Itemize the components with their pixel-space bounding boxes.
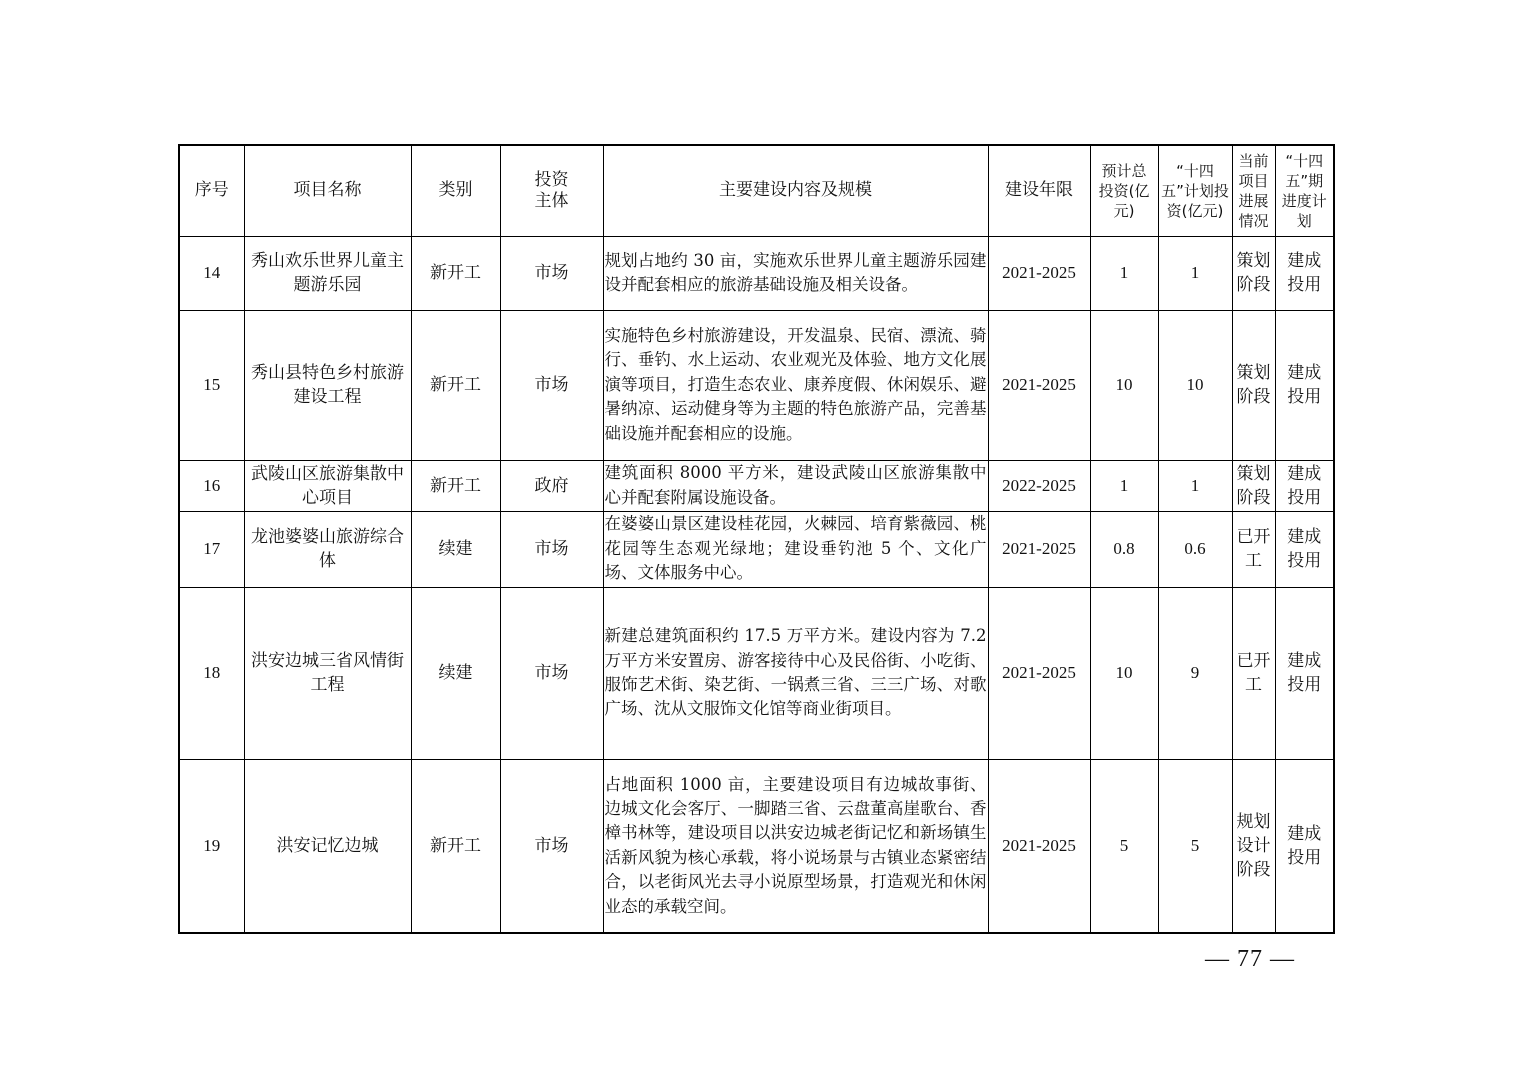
cell-period: 2021-2025 bbox=[988, 587, 1090, 759]
cell-period: 2021-2025 bbox=[988, 511, 1090, 587]
cell-investor: 市场 bbox=[500, 310, 603, 460]
header-investor bbox=[500, 145, 603, 236]
table-row bbox=[179, 460, 1334, 511]
header-plan-investment-text: “十四五”计划投资(亿元) bbox=[1161, 161, 1229, 220]
cell-status: 策划阶段 bbox=[1232, 310, 1275, 460]
cell-content: 在婆婆山景区建设桂花园，火棘园、培育紫薇园、桃花园等生态观光绿地；建设垂钓池 5 个、文化广场、文体服务中心。 bbox=[603, 511, 988, 587]
cell-category: 新开工 bbox=[411, 236, 500, 310]
cell-total: 5 bbox=[1090, 759, 1158, 933]
table-row bbox=[179, 236, 1334, 310]
cell-name bbox=[244, 236, 411, 310]
cell-plan: 0.6 bbox=[1158, 511, 1232, 587]
cell-plan: 5 bbox=[1158, 759, 1232, 933]
cell-progress-text: 建成投用 bbox=[1287, 251, 1322, 295]
cell-name-text: 洪安记忆边城 bbox=[276, 835, 379, 856]
cell-seq: 14 bbox=[179, 236, 244, 310]
cell-status: 规划设计阶段 bbox=[1232, 759, 1275, 933]
header-investor-text: 投资主体 bbox=[534, 169, 569, 211]
cell-seq: 17 bbox=[179, 511, 244, 587]
header-status bbox=[1232, 145, 1275, 236]
header-progress-plan bbox=[1275, 145, 1334, 236]
cell-name bbox=[244, 759, 411, 933]
table-header-row bbox=[179, 145, 1334, 236]
header-period: 建设年限 bbox=[988, 145, 1090, 236]
cell-investor: 市场 bbox=[500, 236, 603, 310]
project-table bbox=[178, 144, 1335, 934]
table-row bbox=[179, 759, 1334, 933]
header-name: 项目名称 bbox=[244, 145, 411, 236]
cell-progress bbox=[1275, 587, 1334, 759]
cell-investor: 市场 bbox=[500, 511, 603, 587]
cell-plan: 10 bbox=[1158, 310, 1232, 460]
cell-seq: 15 bbox=[179, 310, 244, 460]
cell-name bbox=[244, 587, 411, 759]
cell-progress-text: 建成投用 bbox=[1287, 363, 1322, 407]
cell-total: 1 bbox=[1090, 236, 1158, 310]
header-total-investment bbox=[1090, 145, 1158, 236]
cell-plan: 9 bbox=[1158, 587, 1232, 759]
page-number: — 77 — bbox=[1205, 946, 1295, 972]
cell-content: 建筑面积 8000 平方米，建设武陵山区旅游集散中心并配套附属设施设备。 bbox=[603, 460, 988, 511]
cell-name bbox=[244, 310, 411, 460]
header-content: 主要建设内容及规模 bbox=[603, 145, 988, 236]
table-row bbox=[179, 511, 1334, 587]
cell-total: 10 bbox=[1090, 310, 1158, 460]
cell-progress bbox=[1275, 310, 1334, 460]
cell-status: 策划阶段 bbox=[1232, 460, 1275, 511]
cell-progress bbox=[1275, 460, 1334, 511]
cell-period: 2021-2025 bbox=[988, 759, 1090, 933]
cell-progress-text: 建成投用 bbox=[1287, 463, 1322, 508]
cell-seq: 19 bbox=[179, 759, 244, 933]
cell-investor: 市场 bbox=[500, 759, 603, 933]
cell-period: 2021-2025 bbox=[988, 310, 1090, 460]
cell-progress bbox=[1275, 511, 1334, 587]
cell-seq: 18 bbox=[179, 587, 244, 759]
cell-name-text: 洪安边城三省风情街工程 bbox=[251, 651, 404, 695]
cell-content: 规划占地约 30 亩，实施欢乐世界儿童主题游乐园建设并配套相应的旅游基础设施及相关设备。 bbox=[603, 236, 988, 310]
cell-period: 2022-2025 bbox=[988, 460, 1090, 511]
header-plan-investment bbox=[1158, 145, 1232, 236]
cell-progress-text: 建成投用 bbox=[1287, 823, 1322, 868]
table-row bbox=[179, 310, 1334, 460]
cell-progress-text: 建成投用 bbox=[1287, 651, 1322, 695]
cell-category: 新开工 bbox=[411, 460, 500, 511]
cell-content: 新建总建筑面积约 17.5 万平方米。建设内容为 7.2 万平方米安置房、游客接待中心及民俗街、小吃街、服饰艺术街、染艺街、一锅煮三省、三三广场、对歌广场、沈从文服饰文化馆等商业街项目。 bbox=[603, 587, 988, 759]
cell-plan: 1 bbox=[1158, 236, 1232, 310]
cell-category: 新开工 bbox=[411, 310, 500, 460]
cell-category: 新开工 bbox=[411, 759, 500, 933]
cell-name-text: 龙池婆婆山旅游综合体 bbox=[251, 527, 404, 571]
cell-investor: 市场 bbox=[500, 587, 603, 759]
cell-total: 0.8 bbox=[1090, 511, 1158, 587]
cell-name bbox=[244, 511, 411, 587]
cell-total: 10 bbox=[1090, 587, 1158, 759]
cell-investor: 政府 bbox=[500, 460, 603, 511]
cell-status: 策划阶段 bbox=[1232, 236, 1275, 310]
cell-plan: 1 bbox=[1158, 460, 1232, 511]
cell-seq: 16 bbox=[179, 460, 244, 511]
cell-name-text: 武陵山区旅游集散中心项目 bbox=[251, 463, 404, 508]
cell-total: 1 bbox=[1090, 460, 1158, 511]
header-seq: 序号 bbox=[179, 145, 244, 236]
project-table-container bbox=[178, 144, 1335, 934]
cell-name-text: 秀山欢乐世界儿童主题游乐园 bbox=[251, 251, 404, 295]
cell-name bbox=[244, 460, 411, 511]
cell-progress-text: 建成投用 bbox=[1287, 527, 1322, 571]
header-status-text: 当前项目进展情况 bbox=[1238, 151, 1269, 230]
cell-content: 占地面积 1000 亩，主要建设项目有边城故事街、边城文化会客厅、一脚踏三省、云盘董高崖歌台、香樟书林等，建设项目以洪安边城老街记忆和新场镇生活新风貌为核心承载，将小说场景与古镇业态紧密结合，以老街风光去寻小说原型场景，打造观光和休闲业态的承载空间。 bbox=[603, 759, 988, 933]
header-total-investment-text: 预计总投资(亿元) bbox=[1098, 161, 1150, 220]
table-row bbox=[179, 587, 1334, 759]
header-category: 类别 bbox=[411, 145, 500, 236]
cell-status: 已开工 bbox=[1232, 511, 1275, 587]
cell-category: 续建 bbox=[411, 587, 500, 759]
header-progress-plan-text: “十四五”期进度计划 bbox=[1281, 151, 1327, 230]
cell-status: 已开工 bbox=[1232, 587, 1275, 759]
cell-progress bbox=[1275, 236, 1334, 310]
cell-period: 2021-2025 bbox=[988, 236, 1090, 310]
cell-progress bbox=[1275, 759, 1334, 933]
cell-category: 续建 bbox=[411, 511, 500, 587]
cell-name-text: 秀山县特色乡村旅游建设工程 bbox=[251, 363, 404, 407]
cell-content: 实施特色乡村旅游建设，开发温泉、民宿、漂流、骑行、垂钓、水上运动、农业观光及体验、地方文化展演等项目，打造生态农业、康养度假、休闲娱乐、避暑纳凉、运动健身等为主题的特色旅游产品，完善基础设施并配套相应的设施。 bbox=[603, 310, 988, 460]
